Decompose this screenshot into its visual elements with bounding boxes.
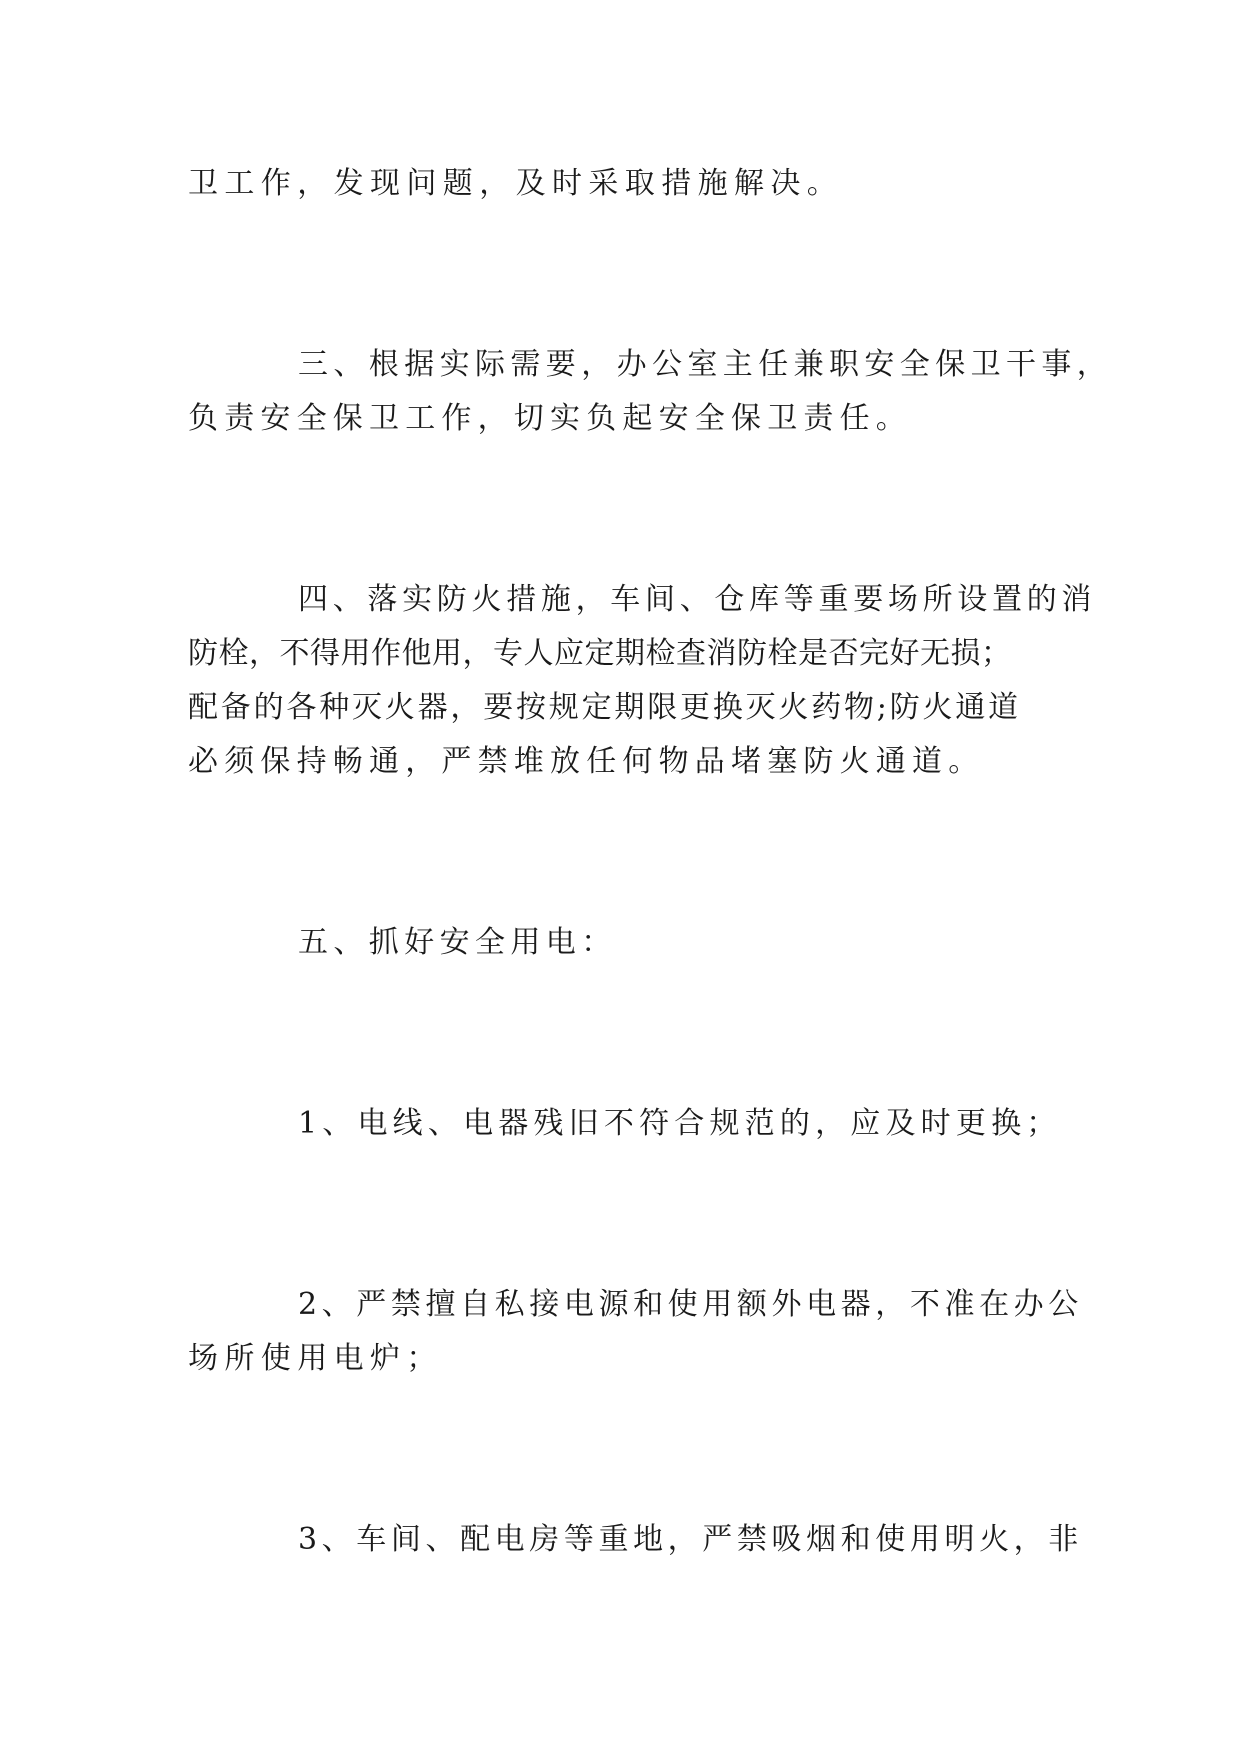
list-item-3: 3、车间、配电房等重地，严禁吸烟和使用明火，非 [298, 1522, 1083, 1557]
paragraph-line: 场所使用电炉； [188, 1341, 443, 1376]
list-item-1: 1、电线、电器残旧不符合规范的，应及时更换； [298, 1106, 1062, 1141]
paragraph-line: 卫工作，发现问题，及时采取措施解决。 [188, 166, 844, 201]
paragraph-line: 必须保持畅通，严禁堆放任何物品堵塞防火通道。 [188, 744, 985, 779]
paragraph-line: 防栓，不得用作他用，专人应定期检查消防栓是否完好无损； [188, 636, 1012, 671]
list-item-2: 2、严禁擅自私接电源和使用额外电器，不准在办公 [298, 1287, 1083, 1322]
paragraph-line: 负责安全保卫工作，切实负起安全保卫责任。 [188, 401, 912, 436]
paragraph-heading-5: 五、抓好安全用电： [298, 925, 617, 960]
paragraph-heading-3: 三、根据实际需要，办公室主任兼职安全保卫干事， [298, 347, 1113, 382]
paragraph-heading-4: 四、落实防火措施，车间、仓库等重要场所设置的消 [298, 582, 1097, 617]
paragraph-line: 配备的各种灭火器，要按规定期限更换灭火药物;防火通道 [188, 690, 1021, 725]
